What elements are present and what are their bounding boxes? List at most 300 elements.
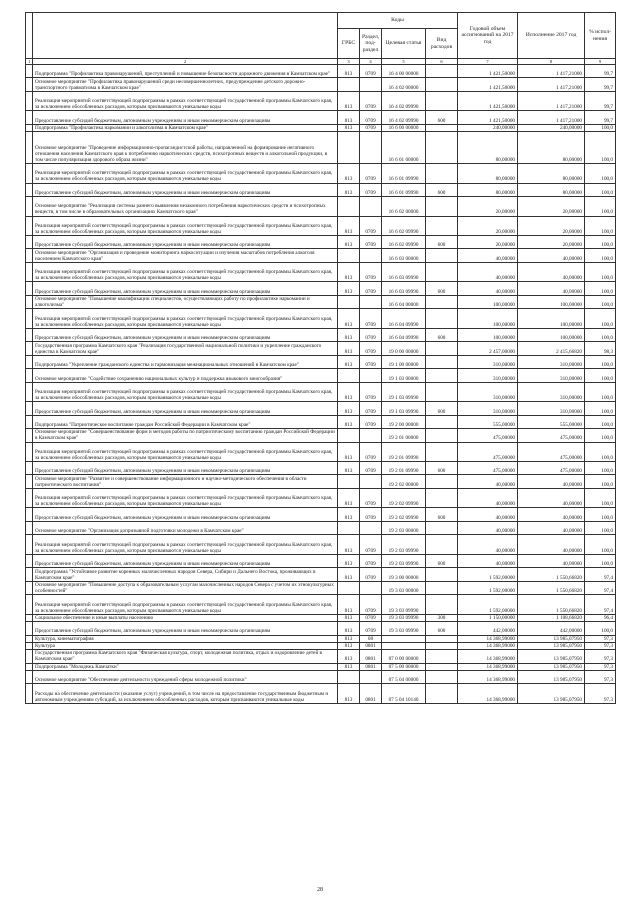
row-razdel-cell: 0709 (360, 342, 382, 355)
row-marker-cell (26, 183, 33, 196)
row-marker-cell (26, 475, 33, 488)
row-razdel-cell: 0709 (360, 622, 382, 635)
table-body (26, 65, 616, 704)
row-marker-cell (26, 196, 33, 216)
row-isp-cell: 310,00000 (518, 402, 585, 415)
row-vid-cell: 600 (426, 282, 458, 295)
row-isp-cell: 13 985,07950 (518, 663, 585, 670)
row-name-cell: Реализация мероприятий соответствующей подпрограммы в рамках соответствующей государственной программы Камчатского края, за исключением обособленных расходов, которым присваиваются уникальные коды (33, 262, 338, 282)
row-razdel-cell: 0709 (360, 415, 382, 428)
row-name-cell: Предоставление субсидий бюджетным, автономным учреждениям и иным некоммерческим организациям (33, 111, 338, 124)
row-pct-cell: 97,3 (585, 684, 616, 704)
row-isp-cell: 40,00000 (518, 554, 585, 567)
row-isp-cell: 80,00000 (518, 163, 585, 183)
row-pct-cell: 100,0 (585, 295, 616, 308)
row-pct-cell: 100,0 (585, 475, 616, 488)
header-grbs: ГРБС (338, 29, 360, 59)
row-name-cell: Основное мероприятие "Организация и проведение мониторинга наркоситуации и изучения масштабов потребления алкоголя населением Камчатского края" (33, 249, 338, 262)
table-row (26, 216, 616, 236)
row-marker-cell (26, 236, 33, 249)
row-plan-cell: 20,00000 (458, 236, 518, 249)
row-statya-cell: 19 1 00 00000 (382, 355, 426, 368)
row-isp-cell: 13 985,07950 (518, 684, 585, 704)
row-grbs-cell (338, 249, 360, 262)
row-marker-cell (26, 684, 33, 704)
row-grbs-cell: 813 (338, 342, 360, 355)
table-row (26, 622, 616, 635)
row-razdel-cell: 0801 (360, 642, 382, 649)
row-vid-cell: 600 (426, 622, 458, 635)
row-vid-cell: 600 (426, 462, 458, 475)
row-marker-cell (26, 635, 33, 642)
row-isp-cell: 80,00000 (518, 183, 585, 196)
row-pct-cell: 100,0 (585, 236, 616, 249)
row-plan-cell: 1 421,50000 (458, 91, 518, 111)
row-grbs-cell: 813 (338, 568, 360, 581)
row-razdel-cell: 0801 (360, 663, 382, 670)
row-razdel-cell (360, 475, 382, 488)
row-vid-cell (426, 535, 458, 555)
row-grbs-cell (338, 475, 360, 488)
row-marker-cell (26, 521, 33, 534)
row-statya-cell: 19 1 03 09990 (382, 402, 426, 415)
row-vid-cell (426, 521, 458, 534)
row-vid-cell: 600 (426, 554, 458, 567)
table-row (26, 111, 616, 124)
column-index: 3 (338, 59, 360, 65)
row-name-cell: Предоставление субсидий бюджетным, автономным учреждениям и иным некоммерческим организациям (33, 622, 338, 635)
column-index: 7 (458, 59, 518, 65)
row-vid-cell (426, 382, 458, 402)
row-vid-cell (426, 65, 458, 78)
row-isp-cell: 13 985,07950 (518, 635, 585, 642)
row-marker-cell (26, 442, 33, 462)
row-vid-cell (426, 78, 458, 91)
row-plan-cell: 14 368,99000 (458, 663, 518, 670)
row-razdel-cell (360, 295, 382, 308)
page-number: 28 (317, 887, 323, 893)
row-grbs-cell: 813 (338, 622, 360, 635)
column-index: 6 (426, 59, 458, 65)
row-statya-cell: 19 2 02 00000 (382, 475, 426, 488)
row-name-cell: Основное мероприятие "Содействие сохранению национальных культур и поддержка языкового многообразия" (33, 369, 338, 382)
row-pct-cell: 100,0 (585, 369, 616, 382)
row-grbs-cell (338, 196, 360, 216)
row-name-cell: Подпрограмма "Профилактика наркомании и алкоголизма в Камчатском крае" (33, 124, 338, 131)
table-row (26, 382, 616, 402)
row-grbs-cell (338, 581, 360, 594)
row-grbs-cell (338, 369, 360, 382)
row-grbs-cell: 813 (338, 111, 360, 124)
row-isp-cell: 100,00000 (518, 309, 585, 329)
row-isp-cell: 310,00000 (518, 382, 585, 402)
row-statya-cell: 16 6 03 09990 (382, 282, 426, 295)
row-vid-cell (426, 124, 458, 131)
row-name-cell: Подпрограмма "Молодежь Камчатки" (33, 663, 338, 670)
row-statya-cell: 16 6 00 00000 (382, 124, 426, 131)
row-isp-cell: 40,00000 (518, 249, 585, 262)
row-name-cell: Культура (33, 642, 338, 649)
row-statya-cell: 19 2 02 09990 (382, 488, 426, 508)
row-grbs-cell: 813 (338, 65, 360, 78)
row-pct-cell: 100,0 (585, 328, 616, 341)
row-name-cell: Предоставление субсидий бюджетным, автономным учреждениям и иным некоммерческим организациям (33, 462, 338, 475)
row-pct-cell: 100,0 (585, 132, 616, 164)
row-vid-cell (426, 568, 458, 581)
row-plan-cell: 80,00000 (458, 163, 518, 183)
row-isp-cell: 40,00000 (518, 535, 585, 555)
table-row (26, 328, 616, 341)
row-marker-cell (26, 132, 33, 164)
row-statya-cell: 16 6 01 09990 (382, 163, 426, 183)
table-row (26, 642, 616, 649)
row-razdel-cell: 0709 (360, 355, 382, 368)
row-plan-cell: 1 592,00000 (458, 568, 518, 581)
row-razdel-cell: 0709 (360, 535, 382, 555)
row-grbs-cell: 813 (338, 382, 360, 402)
row-isp-cell: 20,00000 (518, 236, 585, 249)
row-name-cell: Реализация мероприятий соответствующей подпрограммы в рамках соответствующей государственной программы Камчатского края, за исключением обособленных расходов, которым присваиваются уникальные коды (33, 382, 338, 402)
table-row (26, 429, 616, 442)
row-statya-cell: 19 3 03 00000 (382, 581, 426, 594)
row-vid-cell: 600 (426, 183, 458, 196)
row-name-cell: Основное мероприятие "Реализация системы раннего выявления незаконного потребления наркотических средств и психотропных веществ, в том числе в образовательных организациях Камчатского края" (33, 196, 338, 216)
row-grbs-cell: 813 (338, 328, 360, 341)
row-grbs-cell (338, 429, 360, 442)
row-grbs-cell: 813 (338, 535, 360, 555)
table-row (26, 124, 616, 131)
row-pct-cell: 100,0 (585, 163, 616, 183)
header-plan: Годовой объем ассигнований на 2017 год (458, 13, 518, 59)
table-row (26, 65, 616, 78)
row-razdel-cell: 0709 (360, 183, 382, 196)
row-isp-cell: 40,00000 (518, 282, 585, 295)
row-razdel-cell: 0709 (360, 382, 382, 402)
row-pct-cell: 100,0 (585, 309, 616, 329)
row-plan-cell: 310,00000 (458, 402, 518, 415)
row-pct-cell: 99,7 (585, 91, 616, 111)
row-vid-cell (426, 429, 458, 442)
row-statya-cell: 19 2 02 09990 (382, 508, 426, 521)
header-statya: Целевая статья (382, 29, 426, 59)
table-row (26, 581, 616, 594)
row-isp-cell: 100,00000 (518, 295, 585, 308)
row-marker-cell (26, 282, 33, 295)
row-name-cell: Социальное обеспечение и иные выплаты населению (33, 614, 338, 621)
row-razdel-cell: 0709 (360, 262, 382, 282)
row-grbs-cell (338, 132, 360, 164)
row-plan-cell: 40,00000 (458, 554, 518, 567)
row-vid-cell (426, 132, 458, 164)
row-marker-cell (26, 249, 33, 262)
row-plan-cell: 310,00000 (458, 355, 518, 368)
row-razdel-cell (360, 670, 382, 683)
row-marker-cell (26, 163, 33, 183)
row-pct-cell: 100,0 (585, 355, 616, 368)
row-statya-cell: 19 2 01 00000 (382, 429, 426, 442)
row-pct-cell: 100,0 (585, 282, 616, 295)
row-statya-cell: 19 0 00 00000 (382, 342, 426, 355)
row-razdel-cell: 0709 (360, 65, 382, 78)
row-pct-cell: 100,0 (585, 462, 616, 475)
row-plan-cell: 1 150,00000 (458, 614, 518, 621)
row-plan-cell: 40,00000 (458, 521, 518, 534)
row-marker-cell (26, 554, 33, 567)
row-name-cell: Реализация мероприятий соответствующей подпрограммы в рамках соответствующей государственной программы Камчатского края, за исключением обособленных расходов, которым присваиваются уникальные коды (33, 309, 338, 329)
row-vid-cell (426, 262, 458, 282)
row-plan-cell: 100,00000 (458, 328, 518, 341)
table-row (26, 475, 616, 488)
table-row (26, 595, 616, 615)
row-razdel-cell (360, 369, 382, 382)
row-razdel-cell: 0801 (360, 650, 382, 663)
column-index: 4 (360, 59, 382, 65)
row-isp-cell: 100,00000 (518, 328, 585, 341)
column-index: 2 (33, 59, 338, 65)
row-name-cell: Предоставление субсидий бюджетным, автономным учреждениям и иным некоммерческим организациям (33, 282, 338, 295)
header-razdel: Раздел, под-раздел (360, 29, 382, 59)
row-vid-cell (426, 581, 458, 594)
row-plan-cell: 14 368,99000 (458, 684, 518, 704)
row-plan-cell: 14 368,99000 (458, 635, 518, 642)
table-row (26, 442, 616, 462)
row-isp-cell: 20,00000 (518, 216, 585, 236)
row-name-cell: Реализация мероприятий соответствующей подпрограммы в рамках соответствующей государственной программы Камчатского края, за исключением обособленных расходов, которым присваиваются уникальные коды (33, 91, 338, 111)
row-isp-cell: 40,00000 (518, 488, 585, 508)
row-razdel-cell: 0709 (360, 236, 382, 249)
row-grbs-cell: 813 (338, 309, 360, 329)
row-pct-cell: 97,4 (585, 581, 616, 594)
row-statya-cell: 16 4 02 09990 (382, 111, 426, 124)
row-grbs-cell (338, 78, 360, 91)
row-vid-cell (426, 442, 458, 462)
row-vid-cell: 300 (426, 614, 458, 621)
row-razdel-cell: 0709 (360, 568, 382, 581)
table-row (26, 670, 616, 683)
row-statya-cell: 07 5 04 00000 (382, 670, 426, 683)
row-marker-cell (26, 328, 33, 341)
row-grbs-cell: 813 (338, 663, 360, 670)
row-vid-cell: 600 (426, 402, 458, 415)
header-name (33, 13, 338, 59)
row-marker-cell (26, 488, 33, 508)
row-plan-cell: 14 368,99000 (458, 650, 518, 663)
row-pct-cell: 100,0 (585, 554, 616, 567)
row-isp-cell: 1 417,21000 (518, 111, 585, 124)
row-grbs-cell: 813 (338, 614, 360, 621)
table-row (26, 236, 616, 249)
row-pct-cell: 100,0 (585, 488, 616, 508)
row-vid-cell (426, 249, 458, 262)
row-grbs-cell: 813 (338, 650, 360, 663)
row-statya-cell: 16 6 04 00000 (382, 295, 426, 308)
row-name-cell: Реализация мероприятий соответствующей подпрограммы в рамках соответствующей государственной программы Камчатского края, за исключением обособленных расходов, которым присваиваются уникальные коды (33, 163, 338, 183)
row-plan-cell: 310,00000 (458, 369, 518, 382)
row-statya-cell: 07 0 00 00000 (382, 650, 426, 663)
row-pct-cell: 100,0 (585, 521, 616, 534)
row-razdel-cell: 0709 (360, 442, 382, 462)
row-statya-cell: 19 2 00 00000 (382, 415, 426, 428)
row-pct-cell: 100,0 (585, 262, 616, 282)
row-plan-cell: 40,00000 (458, 535, 518, 555)
row-vid-cell (426, 684, 458, 704)
table-row (26, 554, 616, 567)
row-marker-cell (26, 535, 33, 555)
row-marker-cell (26, 508, 33, 521)
row-name-cell: Государственная программа Камчатского края "Физическая культура, спорт, молодежная политика, отдых и оздоровление детей в Камчатском крае" (33, 650, 338, 663)
row-isp-cell: 1 417,21000 (518, 78, 585, 91)
row-plan-cell: 475,00000 (458, 442, 518, 462)
row-grbs-cell: 813 (338, 554, 360, 567)
row-statya-cell: 19 2 01 09990 (382, 442, 426, 462)
row-statya-cell: 07 5 00 00000 (382, 663, 426, 670)
row-plan-cell: 100,00000 (458, 309, 518, 329)
table-row (26, 91, 616, 111)
row-plan-cell: 100,00000 (458, 295, 518, 308)
header-row-number (26, 13, 33, 59)
row-statya-cell: 19 2 01 09990 (382, 462, 426, 475)
row-pct-cell: 99,7 (585, 111, 616, 124)
row-razdel-cell: 08 (360, 635, 382, 642)
table-row (26, 78, 616, 91)
table-row (26, 684, 616, 704)
row-razdel-cell: 0709 (360, 124, 382, 131)
row-isp-cell: 80,00000 (518, 132, 585, 164)
row-isp-cell: 442,00000 (518, 622, 585, 635)
row-vid-cell (426, 415, 458, 428)
row-razdel-cell: 0709 (360, 163, 382, 183)
row-razdel-cell (360, 196, 382, 216)
row-marker-cell (26, 382, 33, 402)
table-row (26, 663, 616, 670)
row-razdel-cell: 0709 (360, 309, 382, 329)
row-vid-cell (426, 342, 458, 355)
table-header (26, 13, 616, 65)
table-row (26, 262, 616, 282)
row-plan-cell: 310,00000 (458, 382, 518, 402)
table-row (26, 635, 616, 642)
row-grbs-cell: 813 (338, 282, 360, 295)
row-razdel-cell: 0709 (360, 614, 382, 621)
row-pct-cell: 96,4 (585, 614, 616, 621)
row-razdel-cell (360, 78, 382, 91)
row-marker-cell (26, 642, 33, 649)
row-name-cell: Предоставление субсидий бюджетным, автономным учреждениям и иным некоммерческим организациям (33, 554, 338, 567)
row-name-cell: Основное мероприятие "Повышение квалификации специалистов, осуществляющих работу по профилактике наркомании и алкоголизма" (33, 295, 338, 308)
row-pct-cell: 100,0 (585, 442, 616, 462)
row-plan-cell: 80,00000 (458, 132, 518, 164)
row-statya-cell: 16 6 04 09990 (382, 328, 426, 341)
row-pct-cell: 97,3 (585, 635, 616, 642)
row-isp-cell: 555,00000 (518, 415, 585, 428)
row-pct-cell: 100,0 (585, 429, 616, 442)
table-row (26, 462, 616, 475)
header-vid: Вид расходов (426, 29, 458, 59)
row-plan-cell: 40,00000 (458, 475, 518, 488)
row-grbs-cell: 813 (338, 442, 360, 462)
row-vid-cell (426, 295, 458, 308)
table-row (26, 415, 616, 428)
row-statya-cell: 19 3 03 09990 (382, 595, 426, 615)
row-razdel-cell: 0709 (360, 111, 382, 124)
row-vid-cell (426, 642, 458, 649)
row-name-cell: Основное мероприятие "Совершенствование форм и методов работы по патриотическому воспитанию граждан Российской Федерации в Камчатском крае" (33, 429, 338, 442)
row-name-cell: Реализация мероприятий соответствующей подпрограммы в рамках соответствующей государственной программы Камчатского края, за исключением обособленных расходов, которым присваиваются уникальные коды (33, 442, 338, 462)
row-name-cell: Реализация мероприятий соответствующей подпрограммы в рамках соответствующей государственной программы Камчатского края, за исключением обособленных расходов, которым присваиваются уникальные коды (33, 216, 338, 236)
row-vid-cell (426, 369, 458, 382)
row-vid-cell (426, 196, 458, 216)
table-row (26, 249, 616, 262)
row-grbs-cell: 813 (338, 684, 360, 704)
row-razdel-cell: 0709 (360, 554, 382, 567)
row-plan-cell: 475,00000 (458, 462, 518, 475)
row-isp-cell: 310,00000 (518, 355, 585, 368)
row-name-cell: Предоставление субсидий бюджетным, автономным учреждениям и иным некоммерческим организациям (33, 236, 338, 249)
row-marker-cell (26, 111, 33, 124)
row-isp-cell: 40,00000 (518, 508, 585, 521)
row-marker-cell (26, 415, 33, 428)
row-isp-cell: 20,00000 (518, 196, 585, 216)
row-grbs-cell: 813 (338, 642, 360, 649)
row-pct-cell: 99,7 (585, 78, 616, 91)
row-razdel-cell: 0709 (360, 328, 382, 341)
row-name-cell: Предоставление субсидий бюджетным, автономным учреждениям и иным некоммерческим организациям (33, 508, 338, 521)
row-isp-cell: 13 985,07950 (518, 650, 585, 663)
row-name-cell: Основное мероприятие "Повышение доступа к образовательным услугам малочисленных народов Севера с учетом их этнокультурных особенностей" (33, 581, 338, 594)
row-plan-cell: 2 457,00000 (458, 342, 518, 355)
row-name-cell: Основное мероприятие "Развитие и совершенствование информационного и научно-методического обеспечения в области патриотического воспитания" (33, 475, 338, 488)
table-row (26, 342, 616, 355)
row-razdel-cell: 0709 (360, 91, 382, 111)
row-grbs-cell (338, 295, 360, 308)
row-vid-cell (426, 635, 458, 642)
row-pct-cell: 100,0 (585, 402, 616, 415)
row-isp-cell: 1 550,66820 (518, 581, 585, 594)
row-marker-cell (26, 91, 33, 111)
row-statya-cell: 19 1 03 00000 (382, 369, 426, 382)
row-pct-cell: 98,3 (585, 342, 616, 355)
row-plan-cell: 40,00000 (458, 508, 518, 521)
table-row (26, 183, 616, 196)
row-isp-cell: 475,00000 (518, 462, 585, 475)
row-statya-cell: 19 2 03 00000 (382, 521, 426, 534)
table-row (26, 309, 616, 329)
row-grbs-cell: 813 (338, 508, 360, 521)
row-name-cell: Реализация мероприятий соответствующей подпрограммы в рамках соответствующей государственной программы Камчатского края, за исключением обособленных расходов, которым присваиваются уникальные коды (33, 595, 338, 615)
row-marker-cell (26, 309, 33, 329)
row-marker-cell (26, 78, 33, 91)
row-marker-cell (26, 402, 33, 415)
row-pct-cell: 100,0 (585, 382, 616, 402)
column-index: 8 (518, 59, 585, 65)
row-vid-cell (426, 670, 458, 683)
row-razdel-cell (360, 521, 382, 534)
row-statya-cell: 16 6 03 00000 (382, 249, 426, 262)
row-statya-cell: 16 6 02 00000 (382, 196, 426, 216)
row-pct-cell: 97,4 (585, 568, 616, 581)
row-grbs-cell: 813 (338, 236, 360, 249)
row-name-cell: Основное мероприятие "Проведение информационно-пропагандистской работы, направленной на формирование негативного отношения населения Камчатского края к потреблению наркотических средств, психотропных веществ и алкогольной продукции, в том числе популяризация здорового образа жизни" (33, 132, 338, 164)
row-isp-cell: 475,00000 (518, 429, 585, 442)
column-index: 1 (26, 59, 33, 65)
row-plan-cell: 40,00000 (458, 488, 518, 508)
row-isp-cell: 13 985,07950 (518, 670, 585, 683)
row-vid-cell (426, 309, 458, 329)
row-razdel-cell (360, 132, 382, 164)
row-plan-cell: 1 421,50000 (458, 65, 518, 78)
row-statya-cell: 16 6 02 09990 (382, 236, 426, 249)
table-row (26, 488, 616, 508)
